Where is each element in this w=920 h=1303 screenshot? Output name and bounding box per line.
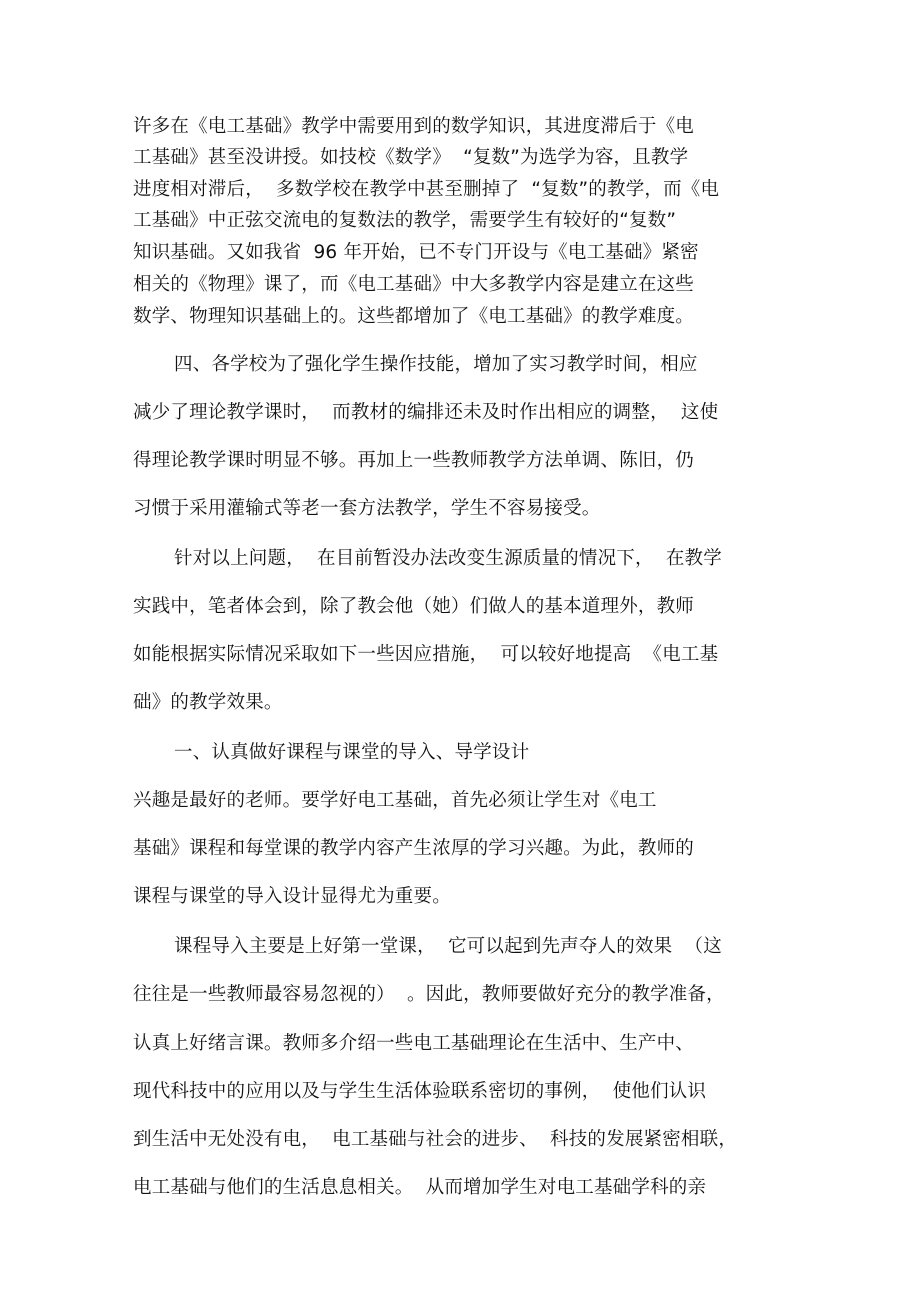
text-line: 认真上好绪言课。教师多介绍一些电工基础理论在生活中、生产中、 bbox=[133, 1033, 695, 1054]
text-line: 工基础》甚至没讲授。如技校《数学》 “复数”为选学为容，且教学 bbox=[133, 147, 689, 168]
text-line: 习惯于采用灌输式等老一套方法教学，学生不容易接受。 bbox=[133, 498, 601, 519]
text-line: 数学、物理知识基础上的。这些都增加了《电工基础》的教学难度。 bbox=[133, 306, 695, 327]
paragraph-first-line: 课程导入主要是上好第一堂课， 它可以起到先声夺人的效果 （这 bbox=[174, 936, 722, 957]
text-line: 课程与课堂的导入设计显得尤为重要。 bbox=[133, 886, 451, 907]
text-line: 到生活中无处没有电， 电工基础与社会的进步、 科技的发展紧密相联， bbox=[133, 1129, 738, 1150]
text-line: 现代科技中的应用以及与学生生活体验联系密切的事例， 使他们认识 bbox=[133, 1081, 707, 1102]
text-line: 电工基础与他们的生活息息相关。 从而增加学生对电工基础学科的亲 bbox=[133, 1177, 707, 1198]
text-line: 兴趣是最好的老师。要学好电工基础，首先必须让学生对《电工 bbox=[133, 790, 657, 811]
paragraph-first-line: 四、各学校为了强化学生操作技能，增加了实习教学时间，相应 bbox=[174, 354, 698, 375]
text-line: 许多在《电工基础》教学中需要用到的数学知识，其进度滞后于《电 bbox=[133, 116, 695, 137]
text-line: 础》的教学效果。 bbox=[133, 692, 283, 713]
text-line: 相关的《物理》课了，而《电工基础》中大多教学内容是建立在这些 bbox=[133, 274, 695, 295]
text-line: 往往是一些教师最容易忽视的） 。因此，教师要做好充分的教学准备， bbox=[133, 984, 725, 1005]
paragraph-first-line: 针对以上问题， 在目前暂没办法改变生源质量的情况下， 在教学 bbox=[174, 548, 722, 569]
text-line: 得理论教学课时明显不够。再加上一些教师教学方法单调、陈旧，仍 bbox=[133, 450, 695, 471]
text-line: 减少了理论教学课时， 而教材的编排还未及时作出相应的调整， 这使 bbox=[133, 402, 719, 423]
text-line: 实践中，笔者体会到，除了教会他（她）们做人的基本道理外，教师 bbox=[133, 596, 695, 617]
text-line: 基础》课程和每堂课的教学内容产生浓厚的学习兴趣。为此，教师的 bbox=[133, 838, 695, 859]
section-heading: 一、认真做好课程与课堂的导入、导学设计 bbox=[174, 742, 530, 763]
text-line: 进度相对滞后， 多数学校在教学中甚至删掉了 “复数”的教学，而《电 bbox=[133, 179, 720, 200]
text-line: 如能根据实际情况采取如下一些因应措施， 可以较好地提高 《电工基 bbox=[133, 644, 719, 665]
text-line: 知识基础。又如我省 96 年开始，已不专门开设与《电工基础》紧密 bbox=[133, 242, 699, 263]
text-line: 工基础》中正弦交流电的复数法的教学，需要学生有较好的“复数” bbox=[133, 210, 677, 231]
